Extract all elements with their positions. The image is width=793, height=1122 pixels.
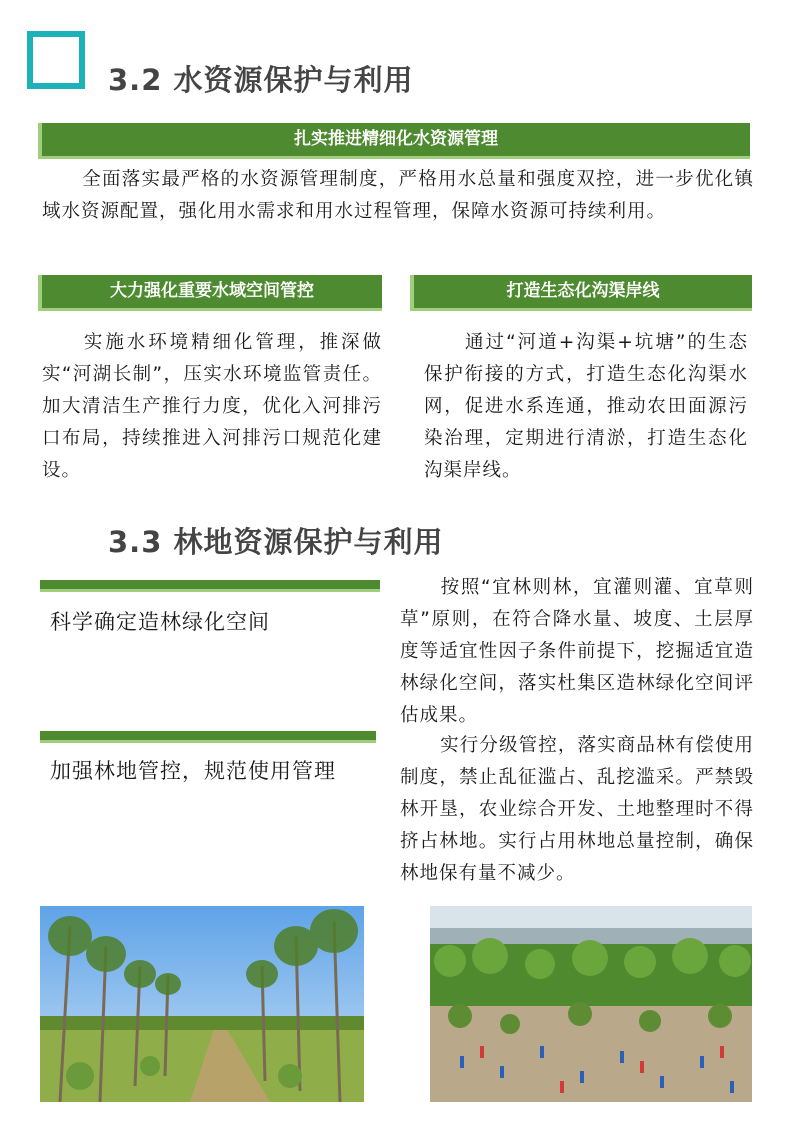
banner-ecological-ditch: 打造生态化沟渠岸线 [410, 275, 752, 311]
tree-plantation-photo [40, 906, 364, 1102]
afforestation-text: 按照“宜林则林，宜灌则灌、宜草则草”原则，在符合降水量、坡度、土层厚度等适宜性因子条件前提下，挖掘适宜造林绿化空间，落实杜集区造林绿化空间评估成果。 [400, 577, 754, 726]
green-divider-bar [40, 580, 380, 592]
section-square-icon [27, 31, 85, 89]
label-afforestation-space: 科学确定造林绿化空间 [50, 610, 270, 634]
right-column-text: 通过“河道+沟渠+坑塘”的生态保护衔接的方式，打造生态化沟渠水网，促进水系连通，推动农田面源污染治理，定期进行清淤，打造生态化沟渠岸线。 [424, 332, 748, 481]
banner-water-space-control: 大力强化重要水域空间管控 [38, 275, 382, 311]
forestland-text: 实行分级管控，落实商品林有偿使用制度，禁止乱征滥占、乱挖滥采。严禁毁林开垦，农业综合开发、土地整理时不得挤占林地。实行占用林地总量控制，确保林地保有量不减少。 [400, 735, 754, 884]
intro-paragraph [42, 164, 754, 228]
label-forestland-control: 加强林地管控，规范使用管理 [50, 759, 336, 783]
tree-planting-event-photo [430, 906, 752, 1102]
left-column-text: 实施水环境精细化管理，推深做实“河湖长制”，压实水环境监管责任。加大清洁生产推行力度，优化入河排污口布局，持续推进入河排污口规范化建设。 [42, 332, 382, 481]
afforestation-paragraph [400, 572, 754, 732]
section-title-3-3: 3.3 林地资源保护与利用 [108, 525, 444, 559]
section-title-3-2: 3.2 水资源保护与利用 [108, 63, 414, 97]
left-column-paragraph [42, 327, 382, 487]
banner-water-management: 扎实推进精细化水资源管理 [38, 123, 750, 159]
intro-text: 全面落实最严格的水资源管理制度，严格用水总量和强度双控，进一步优化镇域水资源配置，强化用水需求和用水过程管理，保障水资源可持续利用。 [42, 169, 754, 222]
green-divider-bar [40, 731, 376, 743]
forestland-paragraph [400, 730, 754, 890]
right-column-paragraph [424, 327, 748, 487]
